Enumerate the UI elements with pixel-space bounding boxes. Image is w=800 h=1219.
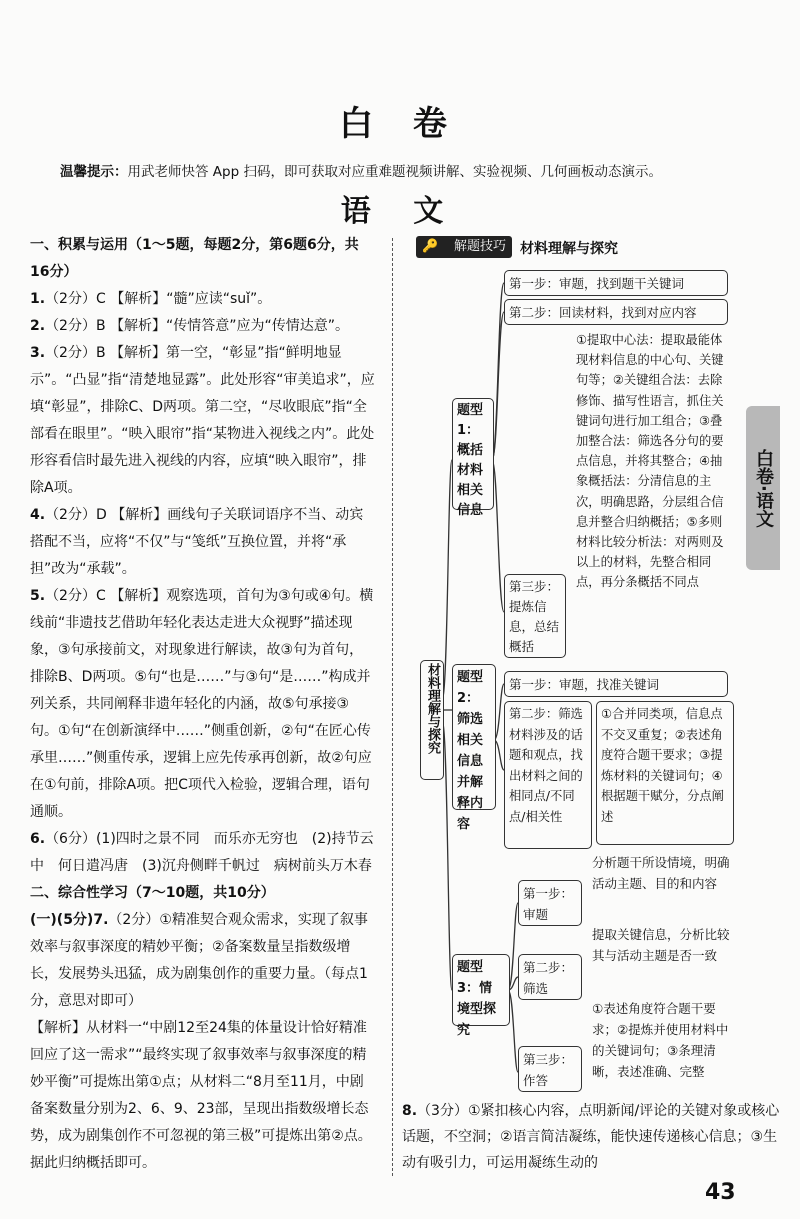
tip-title: 材料理解与探究 [520, 241, 618, 257]
answer-8 [402, 1098, 782, 1176]
notice-text: 用武老师快答 App 扫码，即可获取对应重难题视频讲解、实验视频、几何画板动态演示。 [127, 164, 662, 180]
section-heading: 二、综合性学习（7～10题，共10分） [30, 885, 275, 901]
answer-text: （2分）C 【解析】观察选项，首句为③句或④句。横线前“非遗技艺借助年轻化表达走进大众视野”描述现象，③句承接前文，对现象进行解读，故③句为首句，排除B、D两项。⑤句“也是……”与③句“是……”构成并列关系，共同阐释非遗年轻化的内涵，故⑤句承接③句。①句“在创新演绎中……”侧重创新，②句“在匠心传承里……”侧重传承，逻辑上应先传承再创新，故②句应在①句前，排除A项。把C项代入检验，逻辑合理，语句通顺。 [30, 588, 374, 820]
page-title: 白 卷 [339, 104, 461, 144]
answer-number: 1. [30, 291, 46, 307]
page-number: 43 [705, 1180, 736, 1205]
type2-label: 题型2：筛选相关信息并解释内容 [452, 664, 496, 810]
type3-step1: 第一步：审题 [518, 880, 582, 926]
side-tab[interactable]: 白卷·语文 [746, 406, 780, 570]
answer-text: （6分）(1)四时之景不同 而乐亦无穷也 (2)持节云中 何日遣冯唐 (3)沉舟侧畔千帆过 病树前头万木春 [30, 831, 374, 874]
type3-step1-detail: 分析题干所设情境，明确活动主题、目的和内容 [592, 855, 730, 891]
type1-step2: 第二步：回读材料，找到对应内容 [504, 299, 728, 325]
notice-label: 温馨提示： [60, 164, 128, 180]
type1-step3: 第三步：提炼信息，总结概括 [504, 574, 566, 658]
answer-number: 3. [30, 345, 46, 361]
answer-number: 4. [30, 507, 46, 523]
answer-text: （2分）①精准契合观众需求，实现了叙事效率与叙事深度的精妙平衡；②备案数量呈指数级增长，发展势头迅猛，成为剧集创作的重要力量。（每点1分，意思对即可） [30, 912, 368, 1009]
answer-text: （2分）D 【解析】画线句子关联词语序不当、动宾搭配不当，应将“不仅”与“笺纸”互换位置，并将“承担”改为“承载”。 [30, 507, 364, 577]
answer-number: 2. [30, 318, 46, 334]
type2-step1: 第一步：审题，找准关键词 [504, 671, 728, 697]
type3-label: 题型3：情境型探究 [452, 954, 510, 1026]
answer-text: （2分）C 【解析】“髓”应读“suǐ”。 [45, 291, 272, 307]
type3-step2-detail: 提取关键信息，分析比较其与活动主题是否一致 [592, 927, 730, 963]
answer-text: （2分）B 【解析】“传情答意”应为“传情达意”。 [45, 318, 350, 334]
section-heading: 一、积累与运用（1～5题，每题2分，第6题6分，共16分） [30, 237, 359, 280]
type2-step2: 第二步：筛选材料涉及的话题和观点，找出材料之间的相同点/不同点/相关性 [504, 701, 592, 849]
mindmap-root: 材料理解与探究 [420, 660, 444, 780]
type1-label: 题型1：概括材料相关信息 [452, 398, 494, 510]
key-icon: 🔑 [422, 239, 439, 254]
type2-detail: ①合并同类项，信息点不交叉重复；②表述角度符合题干要求；③提炼材料的关键词句；④根据题干赋分，分点阐述 [596, 701, 734, 845]
type3-step3: 第三步：作答 [518, 1046, 582, 1092]
answer-number: (一)(5分)7. [30, 912, 109, 928]
answer-8-text: （3分）①紧扣核心内容，点明新闻/评论的关键对象或核心话题，不空洞；②语言简洁凝练，能快速传递核心信息；③生动有吸引力，可运用凝练生动的 [402, 1103, 780, 1171]
answer-text: （2分）B 【解析】第一空，“彰显”指“鲜明地显示”。“凸显”指“清楚地显露”。此处形容“审美追求”，应填“彰显”，排除C、D两项。第二空，“尽收眼底”指“全部看在眼里”。“映入眼帘”指“某物进入视线之内”。此处形容看信时最先进入视线的内容，应填“映入眼帘”，排除A项。 [30, 345, 375, 496]
type1-methods: ①提取中心法：提取最能体现材料信息的中心句、关键句等；②关键组合法：去除修饰、描写性语言，抓住关键词句进行加工组合；③叠加整合法：筛选各分句的要点信息，并将其整合；④抽象概括法：分清信息的主次，明确思路，分层组合信息并整合归纳概括；⑤多则材料比较分析法：对两则及以上的材料，先整合相同点，再分条概括不同点 [576, 333, 724, 590]
tip-badge-label: 解题技巧 [453, 239, 506, 254]
answer-number: 6. [30, 831, 46, 847]
subject-title: 语 文 [340, 194, 460, 229]
answer-analysis: 【解析】从材料一“中剧12至24集的体量设计恰好精准回应了这一需求”“最终实现了叙事效率与叙事深度的精妙平衡”可提炼出第①点；从材料二“8月至11月，中剧备案数量分别为2、6、9、23部，呈现出指数级增长态势，成为剧集创作不可忽视的第三极”可提炼出第②点。据此归纳概括即可。 [30, 1020, 372, 1171]
type1-step1: 第一步：审题，找到题干关键词 [504, 270, 728, 296]
answer-8-num: 8. [402, 1103, 418, 1119]
type3-step2: 第二步：筛选 [518, 954, 582, 1000]
type3-step3-detail: ①表述角度符合题干要求；②提炼并使用材料中的关键词句；③条理清晰，表述准确、完整 [592, 1001, 729, 1079]
answer-number: 5. [30, 588, 46, 604]
